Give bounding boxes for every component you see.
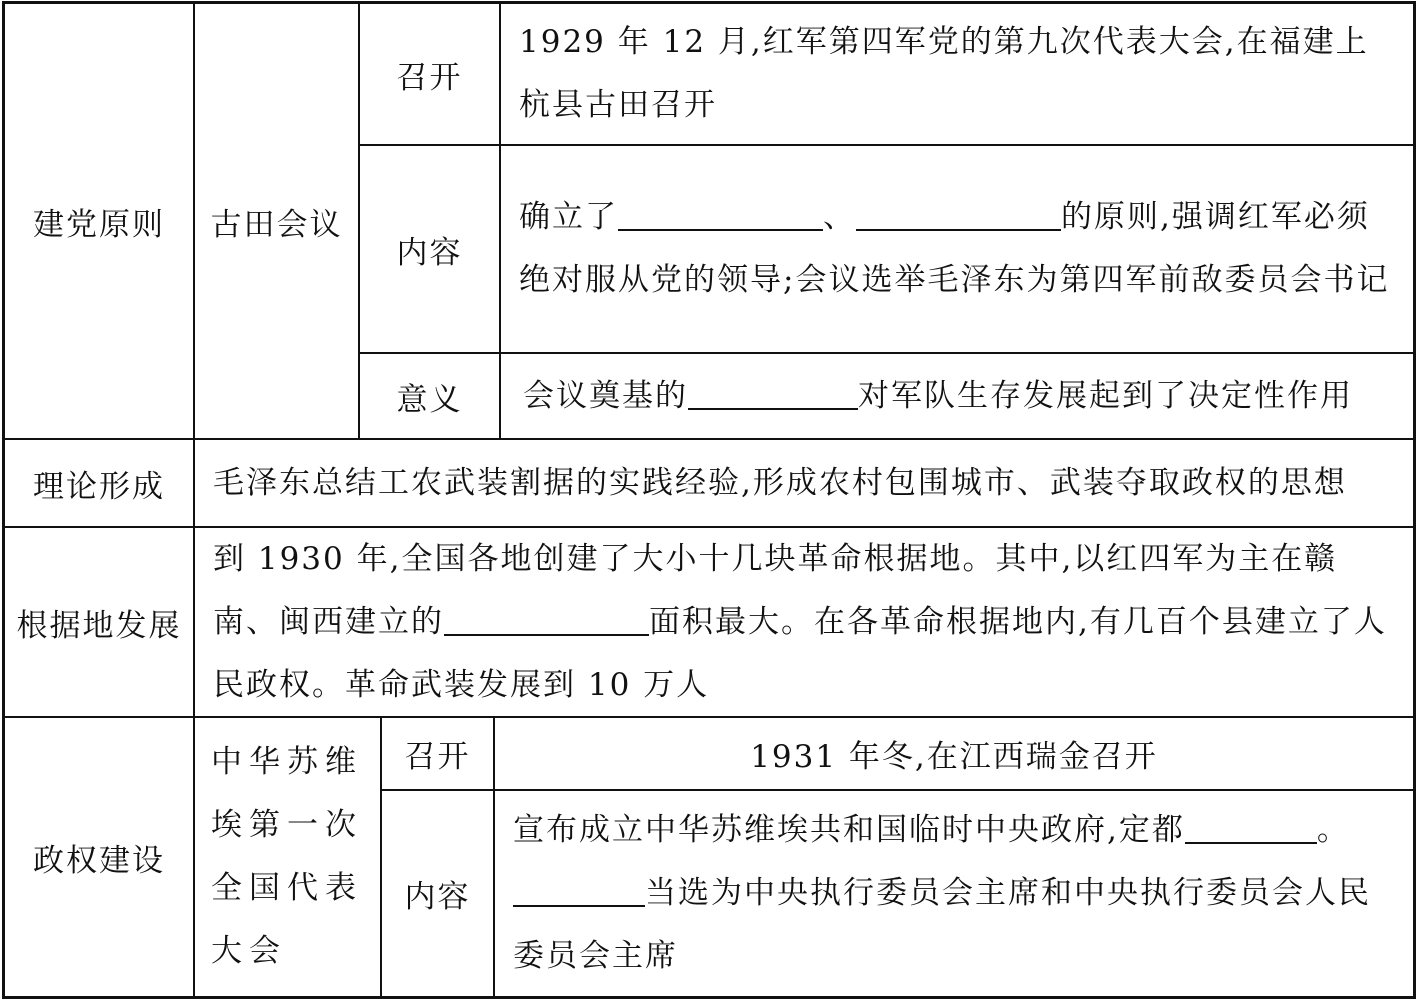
answer-blank[interactable] (513, 875, 645, 907)
content-text: 确立了 、 的原则,强调红军必须绝对服从党的领导;会议选举毛泽东为第四军前敌委员会书记 (519, 199, 1390, 298)
row-label-significance: 意义 (396, 381, 463, 418)
event-gutian-meeting (195, 4, 358, 438)
cell-theory-text (195, 440, 1413, 526)
row-label-convening-2: 召开 (404, 739, 471, 775)
event-line: 中华苏维 (211, 744, 363, 780)
convening-2-text: 1931 年冬,在江西瑞金召开 (750, 739, 1158, 775)
category-party-building (5, 4, 193, 438)
row-label-content-2: 内容 (404, 879, 471, 915)
cell-content-2-text (495, 791, 1413, 996)
cell-significance-text (501, 354, 1413, 438)
content-2-text: 宣布成立中华苏维埃共和国临时中央政府,定都 。当选为中央执行委员会主席和中央执行委员会人民委员会主席 (513, 812, 1371, 974)
category-label: 根据地发展 (16, 607, 182, 644)
cell-convening-2-text (495, 718, 1413, 789)
cell-base-text (195, 528, 1413, 716)
row-label-content: 内容 (396, 234, 463, 271)
event-line: 全国代表 (211, 870, 363, 906)
answer-blank[interactable] (688, 378, 858, 410)
answer-blank[interactable] (618, 199, 823, 231)
significance-text: 会议奠基的 对军队生存发展起到了决定性作用 (523, 377, 1353, 414)
event-line: 大会 (211, 933, 287, 969)
category-regime-building (5, 718, 193, 996)
answer-blank[interactable] (444, 604, 649, 636)
category-theory-formation (5, 440, 193, 526)
category-label: 建党原则 (33, 206, 165, 243)
event-label: 古田会议 (210, 206, 343, 243)
category-label: 理论形成 (33, 468, 165, 505)
category-label: 政权建设 (33, 842, 165, 879)
event-first-soviet-congress (195, 718, 380, 996)
theory-text: 毛泽东总结工农武装割据的实践经验,形成农村包围城市、武装夺取政权的思想 (213, 464, 1347, 501)
cell-content-text (501, 146, 1413, 352)
row-label-convening: 召开 (396, 59, 463, 96)
category-base-development (5, 528, 193, 716)
base-text: 到 1930 年,全国各地创建了大小十几块革命根据地。其中,以红四军为主在赣南、闽西建立的 面积最大。在各革命根据地内,有几百个县建立了人民政权。革命武装发展到 10 万人 (213, 540, 1387, 703)
convening-text: 1929 年 12 月,红军第四军党的第九次代表大会,在福建上杭县古田召开 (519, 24, 1369, 123)
cell-convening-text (501, 4, 1413, 144)
answer-blank[interactable] (856, 199, 1061, 231)
answer-blank[interactable] (1185, 812, 1317, 844)
event-line: 埃第一次 (211, 807, 363, 843)
